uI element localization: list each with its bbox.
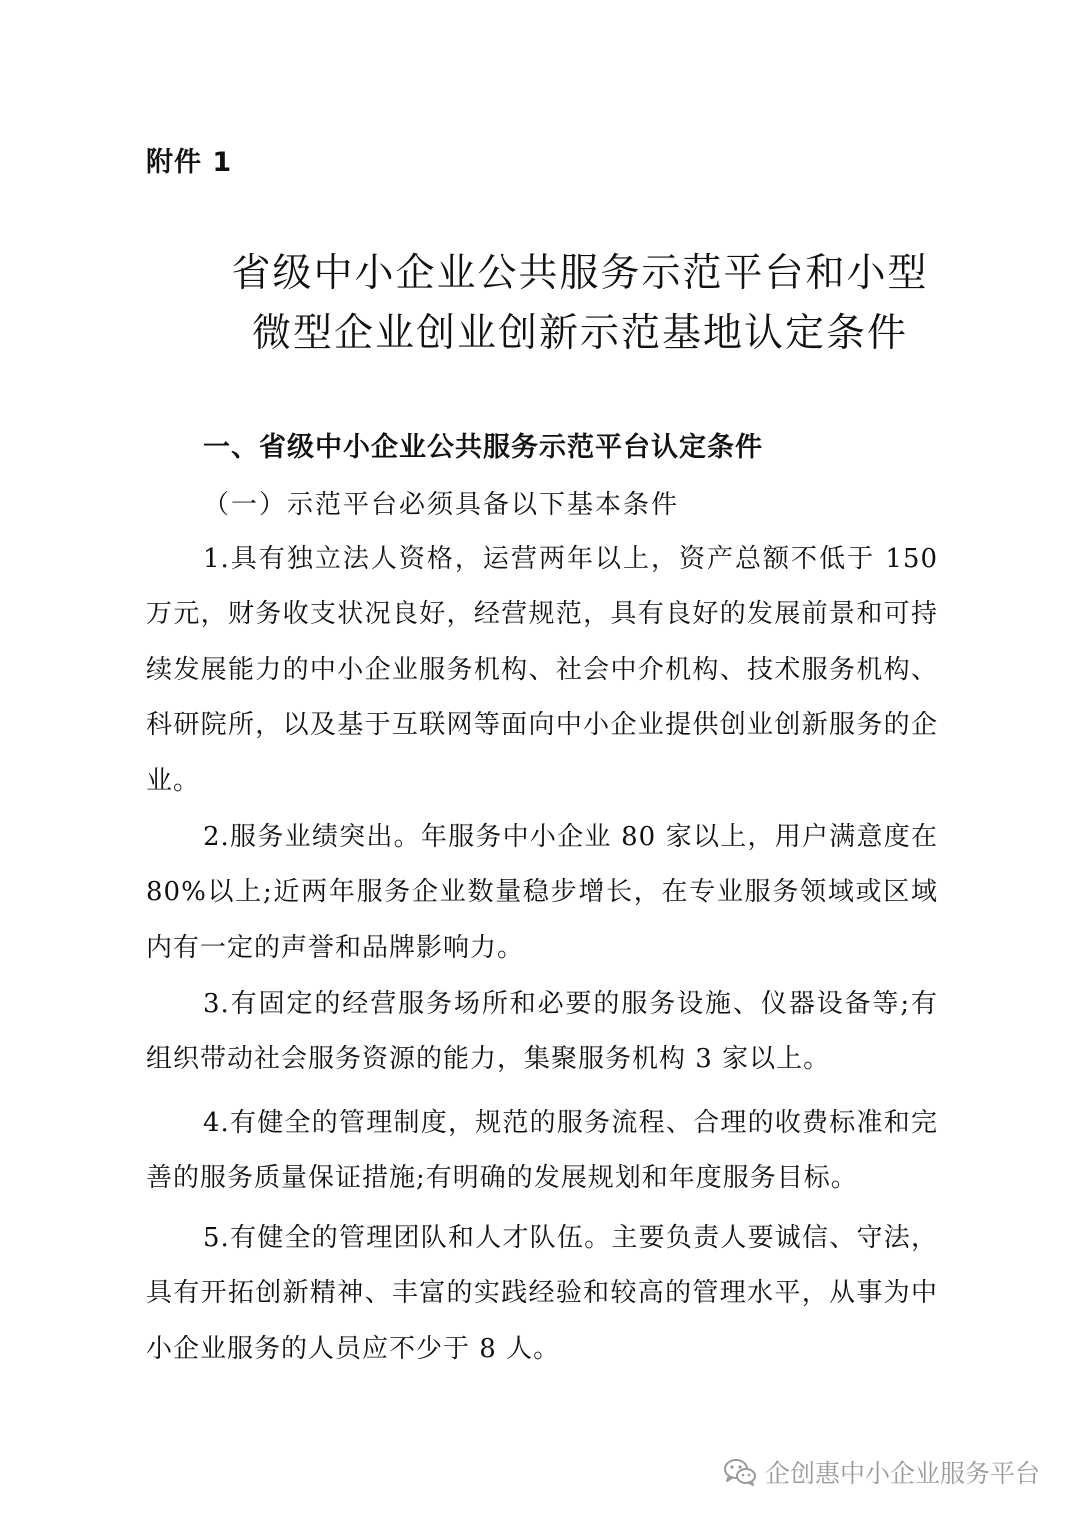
document-title-line-2: 微型企业创业创新示范基地认定条件 [251,311,908,356]
condition-item-4: 4.有健全的管理制度，规范的服务流程、合理的收费标准和完善的服务质量保证措施;有明确的发展规划和年度服务目标。 [146,1108,938,1194]
document-title-line-1: 省级中小企业公共服务示范平台和小型 [231,251,929,296]
watermark-text: 企创惠中小企业服务平台 [764,1459,1040,1488]
condition-item-1: 1.具有独立法人资格，运营两年以上，资产总额不低于 150 万元，财务收支状况良好，经营规范，具有良好的发展前景和可持续发展能力的中小企业服务机构、社会中介机构、技术服务机构、科研院所，以及基于互联网等面向中小企业提供创业创新服务的企业。 [146,544,938,796]
attachment-label: 附件 1 [146,147,233,178]
condition-item-5: 5.有健全的管理团队和人才队伍。主要负责人要诚信、守法，具有开拓创新精神、丰富的实践经验和较高的管理水平，从事为中小企业服务的人员应不少于 8 人。 [146,1223,938,1364]
watermark [723,1454,1040,1490]
condition-item-3: 3.有固定的经营服务场所和必要的服务设施、仪器设备等;有组织带动社会服务资源的能力，集聚服务机构 3 家以上。 [146,989,938,1075]
subsection-heading: （一）示范平台必须具备以下基本条件 [203,490,680,520]
section-heading: 一、省级中小企业公共服务示范平台认定条件 [203,432,763,463]
condition-item-2: 2.服务业绩突出。年服务中小企业 80 家以上，用户满意度在 80%以上;近两年服务企业数量稳步增长，在专业服务领域或区域内有一定的声誉和品牌影响力。 [146,822,938,963]
wechat-icon [723,1457,757,1487]
